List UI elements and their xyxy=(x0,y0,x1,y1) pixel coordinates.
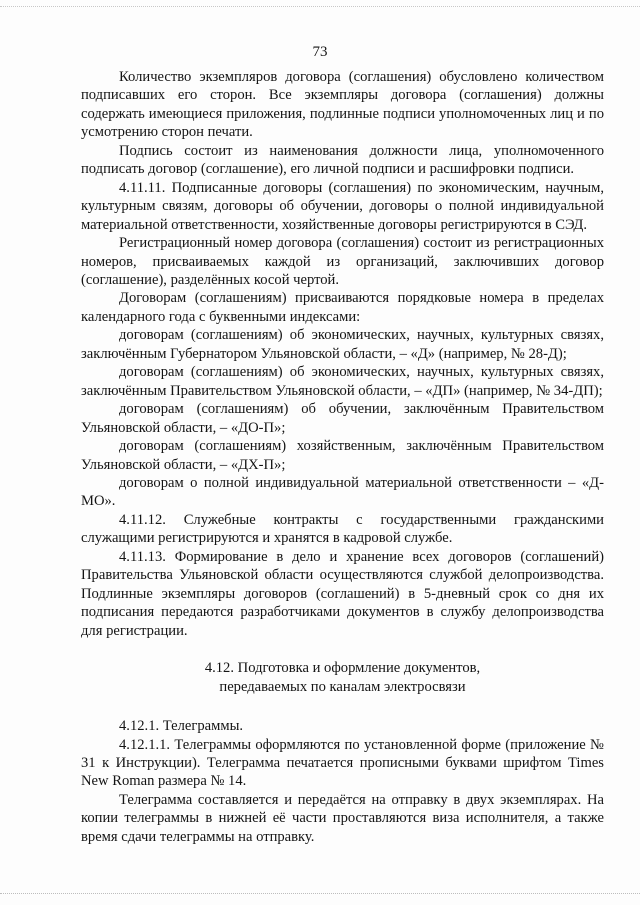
list-item-dp: договорам (соглашениям) об экономических, научных, культурных связях, заключённым Правительством Ульяновской области, – «ДП» (например, № 34-ДП); xyxy=(81,364,604,399)
paragraph-4-11-12: 4.11.12. Служебные контракты с государственными гражданскими служащими регистрируются и хранятся в кадровой службе. xyxy=(81,511,604,547)
paragraph-telegram-copies: Телеграмма составляется и передаётся на отправку в двух экземплярах. На копии телеграммы в нижней её части проставляются виза исполнителя, а также время сдачи телеграммы на отправку. xyxy=(81,791,604,845)
paragraph-index-intro: Договорам (соглашениям) присваиваются порядковые номера в пределах календарного года с буквенными индексами: xyxy=(81,290,604,325)
scan-border-bottom xyxy=(0,893,640,896)
scan-border-top xyxy=(0,6,640,9)
list-item-d: договорам (соглашениям) об экономических, научных, культурных связях, заключённым Губернатором Ульяновской области, – «Д» (например, № 28-Д); xyxy=(81,327,604,362)
document-body xyxy=(81,68,604,846)
paragraph-4-12-1-1: 4.12.1.1. Телеграммы оформляются по установленной форме (приложение № 31 к Инструкции). Телеграмма печатается прописными буквами шрифтом Times New Roman размера № 14. xyxy=(81,736,604,790)
list-item-do-p: договорам (соглашениям) об обучении, заключённым Правительством Ульяновской области, – «ДО-П»; xyxy=(81,401,604,436)
list-item-dh-p: договорам (соглашениям) хозяйственным, заключённым Правительством Ульяновской области, – «ДХ-П»; xyxy=(81,438,604,473)
page-number: 73 xyxy=(312,44,328,60)
paragraph-4-12-1: 4.12.1. Телеграммы. xyxy=(119,718,244,735)
section-heading-4-12 xyxy=(81,659,604,697)
paragraph-4-11-11: 4.11.11. Подписанные договоры (соглашения) по экономическим, научным, культурным связям, договоры об обучении, договоры о полной индивидуальной материальной ответственности, хозяйственные договоры регистрируются в СЭД. xyxy=(81,179,604,233)
paragraph-copies-count: Количество экземпляров договора (соглашения) обусловлено количеством подписавших его сторон. Все экземпляры договора (соглашения) должны содержать имеющиеся приложения, подлинные подписи уполномоченных лиц и по усмотрению сторон печати. xyxy=(81,69,604,141)
section-heading-line-2: передаваемых по каналам электросвязи xyxy=(219,679,466,696)
paragraph-signature: Подпись состоит из наименования должности лица, уполномоченного подписать договор (соглашение), его личной подписи и расшифровки подписи. xyxy=(81,142,604,178)
paragraph-registration-number: Регистрационный номер договора (соглашения) состоит из регистрационных номеров, присваиваемых каждой из организаций, заключивших договор (соглашение), разделённых косой чертой. xyxy=(81,235,604,288)
paragraph-4-11-13: 4.11.13. Формирование в дело и хранение всех договоров (соглашений) Правительства Ульяновской области осуществляются службой делопроизводства. Подлинные экземпляры договоров (соглашений) в 5-дневный срок со дня их подписания передаются разработчиками документов в службу делопроизводства для регистрации. xyxy=(81,548,604,639)
section-heading-line-1: 4.12. Подготовка и оформление документов, xyxy=(204,660,481,677)
list-item-d-mo: договорам о полной индивидуальной материальной ответственности – «Д-МО». xyxy=(81,474,604,510)
